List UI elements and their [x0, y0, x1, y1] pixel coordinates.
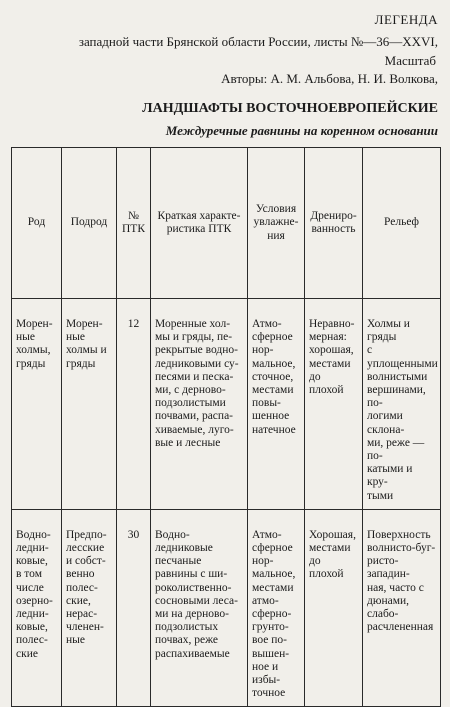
table-row — [12, 509, 441, 707]
section-subtitle: Междуречные равнины на коренном основании — [165, 123, 438, 138]
column-header-moisture: Условия увлажне- ния — [248, 148, 305, 299]
cell-rod: Морен- ные холмы, гряды — [12, 299, 62, 510]
cell-drainage: Хорошая, местами до плохой — [305, 509, 363, 707]
scale-label: Масштаб — [384, 53, 436, 68]
column-header-relief: Рельеф — [363, 148, 441, 299]
cell-drainage: Неравно- мерная: хорошая, местами до плохой — [305, 299, 363, 510]
cell-relief: Холмы и гряды с уплощенными волнистыми вершинами, по- логими склона- ми, реже — по- катыми и кру- тыми — [363, 299, 441, 510]
authors-line: Авторы: А. М. Альбова, Н. И. Волкова, — [221, 71, 438, 86]
cell-podrod: Морен- ные холмы и гряды — [62, 299, 117, 510]
column-header-rod: Род — [12, 148, 62, 299]
column-header-number: № ПТК — [117, 148, 151, 299]
cell-description: Водно-ледниковые песчаные равнины с ши- роколиственно- сосновыми леса- ми на дерново- подзолистых почвах, реже распахиваемые — [151, 509, 248, 707]
table-header-row — [12, 148, 441, 299]
column-header-podrod: Подрод — [62, 148, 117, 299]
cell-description: Моренные хол- мы и гряды, пе- рекрытые водно- ледниковыми су- песями и песка- ми, с дерново- подзолистыми почвами, распа- хиваемые, луго- вые и лесные — [151, 299, 248, 510]
cell-moisture: Атмо- сферное нор- мальное, местами атмо- сферно- грунто- вое по- вышен- ное и избы- точное — [248, 509, 305, 707]
section-title: ЛАНДШАФТЫ ВОСТОЧНОЕВРОПЕЙСКИЕ — [142, 101, 438, 116]
legend-title: ЛЕГЕНДА — [374, 12, 438, 27]
cell-number: 30 — [117, 509, 151, 707]
column-header-description: Краткая характе- ристика ПТК — [151, 148, 248, 299]
cell-number: 12 — [117, 299, 151, 510]
column-header-drainage: Дрениро- ванность — [305, 148, 363, 299]
cell-rod: Водно- ледни- ковые, в том числе озерно- ледни- ковые, полес- ские — [12, 509, 62, 707]
table-row — [12, 299, 441, 510]
cell-moisture: Атмо- сферное нор- мальное, сточное, местами повы- шенное натечное — [248, 299, 305, 510]
legend-subtitle: западной части Брянской области России, листы №—36—XXVI, — [78, 34, 438, 49]
legend-table — [11, 147, 441, 707]
cell-podrod: Предпо- лесские и собст- венно полес- ские, нерас- членен- ные — [62, 509, 117, 707]
cell-relief: Поверхность волнисто-буг- ристо-западин- ная, часто с дюнами, слабо- расчлененная — [363, 509, 441, 707]
